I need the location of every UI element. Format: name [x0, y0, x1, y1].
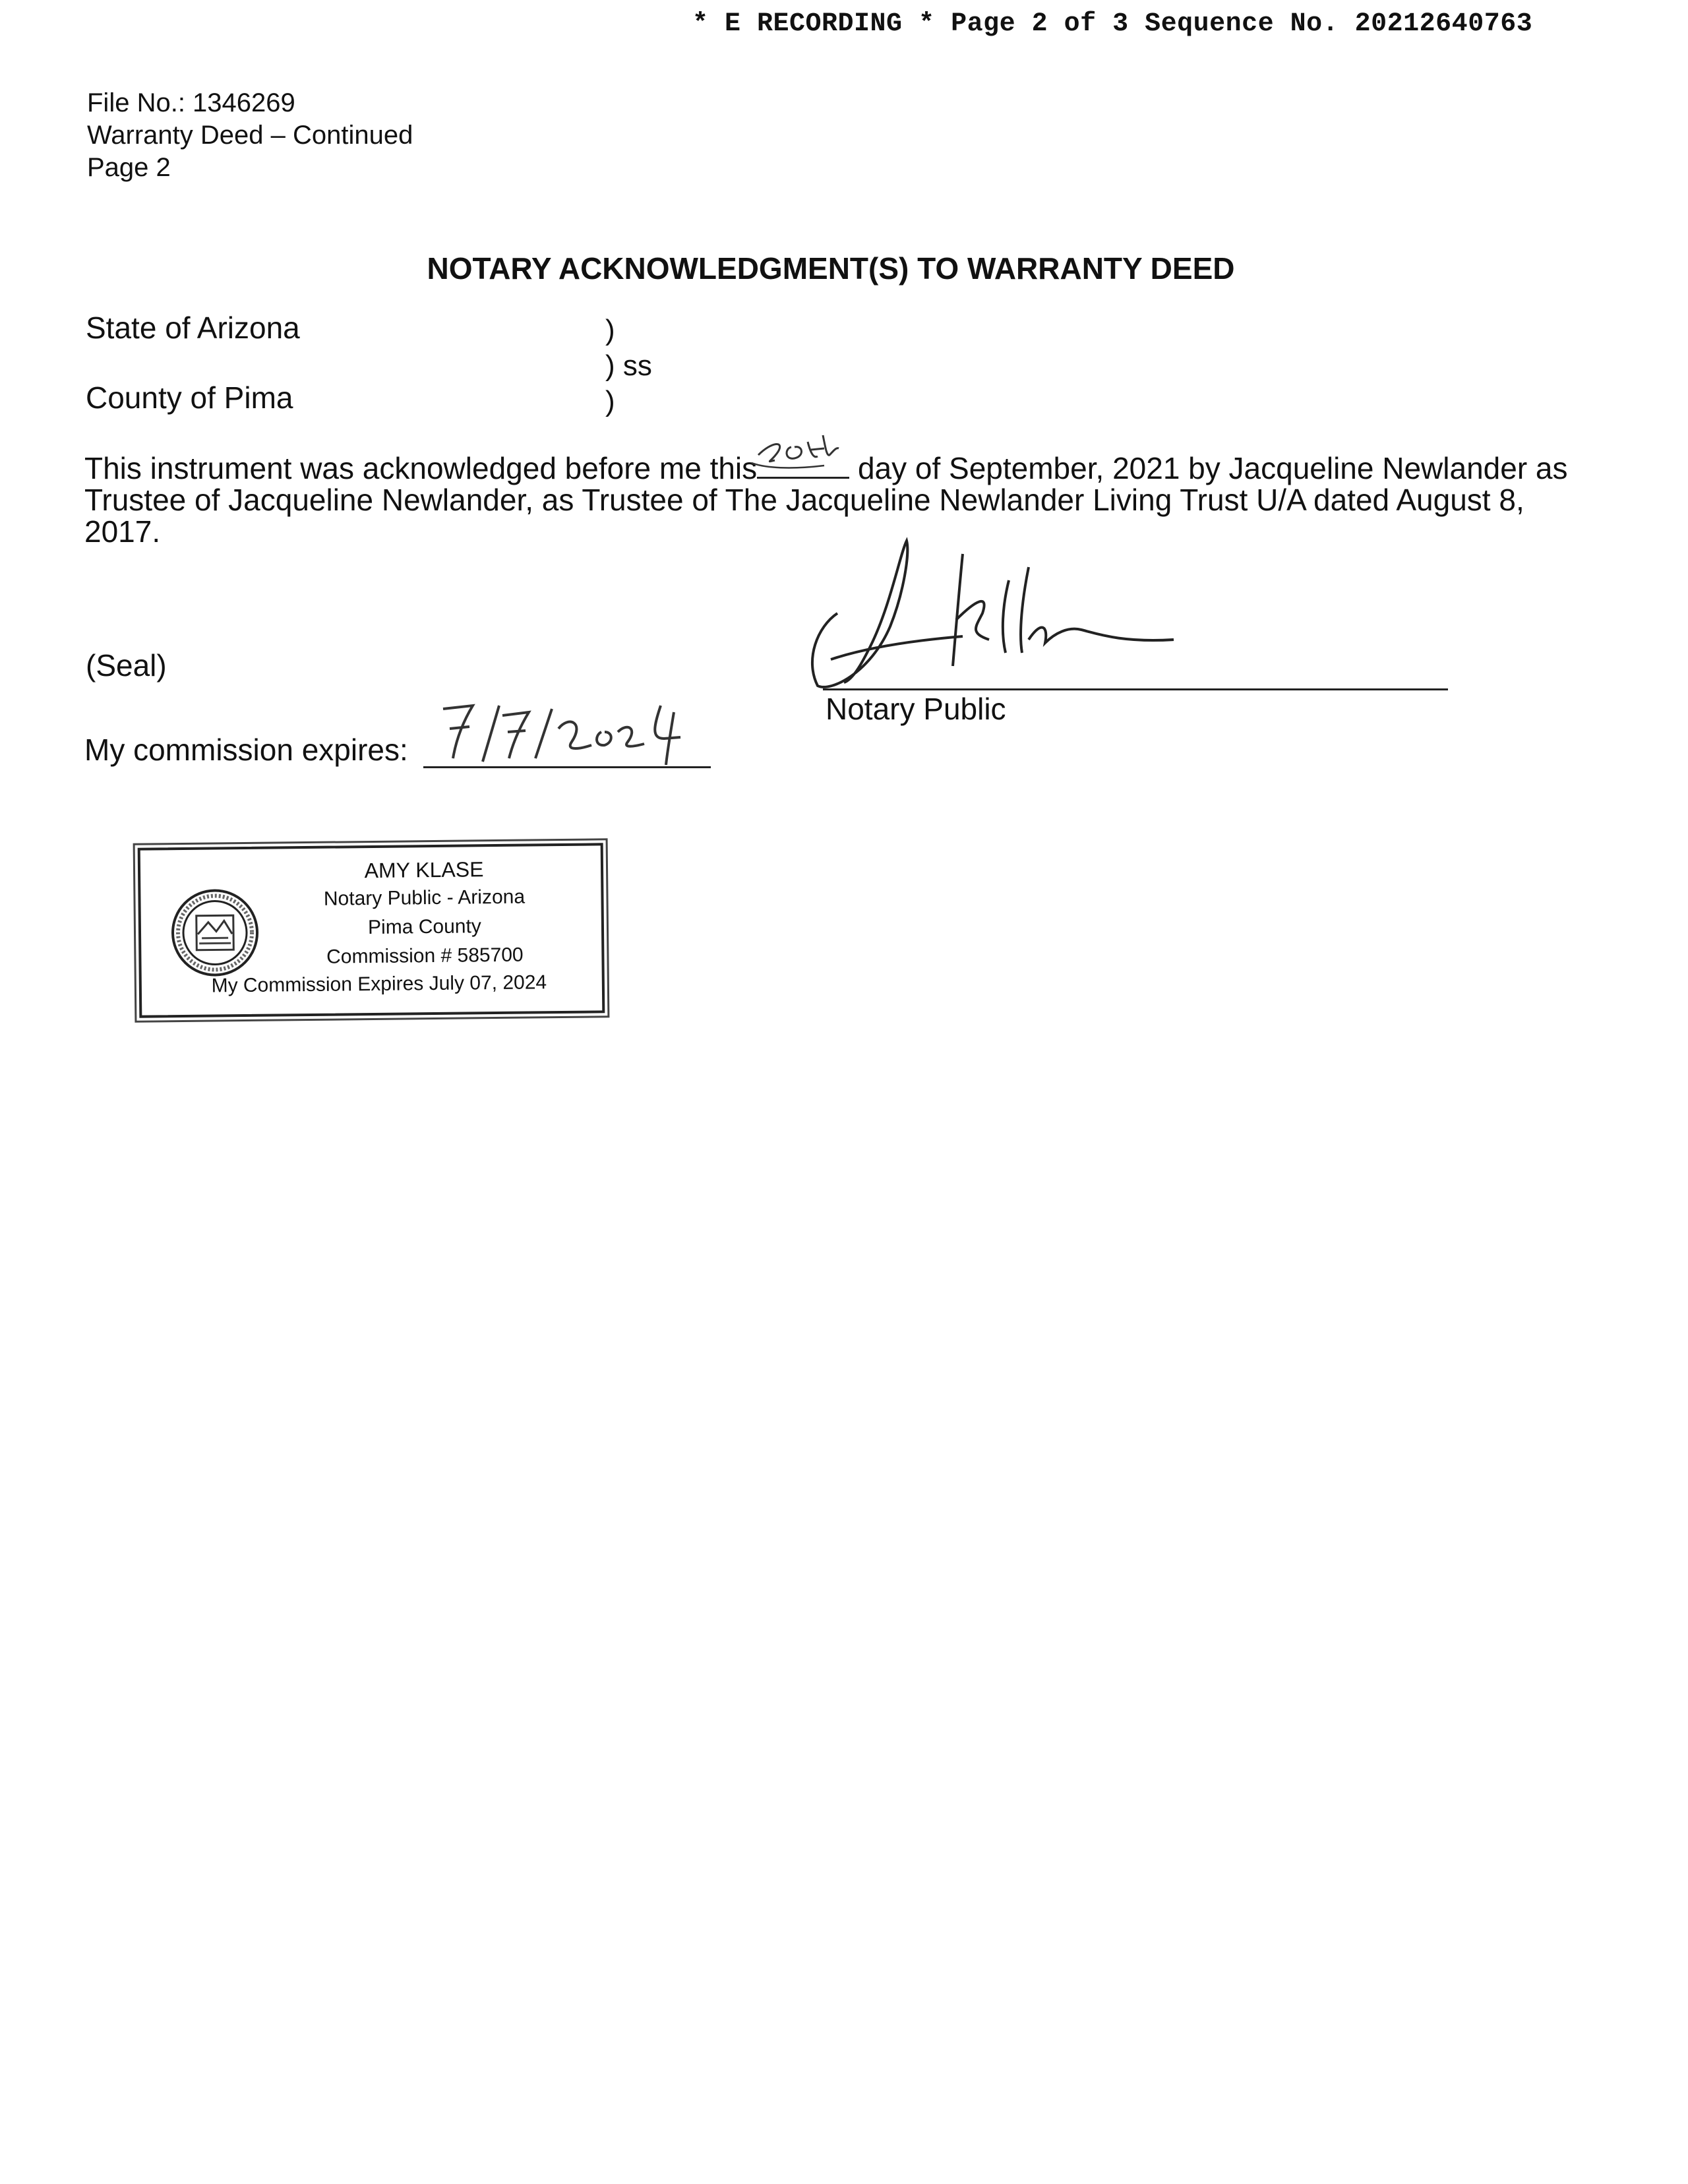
acknowledgment-text-after: day of September, 2021 by Jacqueline Newlander as — [857, 451, 1568, 485]
venue-paren: ) — [605, 385, 615, 417]
handwritten-day — [745, 422, 870, 475]
acknowledgment-line-3: 2017. — [84, 514, 161, 549]
venue-state: State of Arizona — [86, 311, 300, 345]
stamp-county: Pima County — [367, 915, 481, 939]
notary-stamp — [138, 843, 605, 1017]
file-number: File No.: 1346269 — [87, 88, 295, 117]
commission-date-line — [423, 766, 711, 768]
notary-signature — [791, 528, 1187, 699]
signature-line — [823, 688, 1448, 690]
recording-header: * E RECORDING * Page 2 of 3 Sequence No. 20212640763 — [692, 9, 1533, 39]
file-info-block — [87, 87, 413, 184]
stamp-name: AMY KLASE — [364, 857, 484, 883]
state-seal-icon — [169, 888, 260, 978]
stamp-expiration: My Commission Expires July 07, 2024 — [211, 971, 547, 997]
document-title: NOTARY ACKNOWLEDGMENT(S) TO WARRANTY DEED — [427, 251, 1235, 286]
venue-paren: ) — [605, 314, 615, 346]
acknowledgment-text-before: This instrument was acknowledged before me this — [84, 451, 758, 485]
commission-expires-label: My commission expires: — [84, 733, 408, 767]
acknowledgment-line-2: Trustee of Jacqueline Newlander, as Trustee of The Jacqueline Newlander Living Trust U/A dated August 8, — [84, 483, 1524, 517]
venue-county: County of Pima — [86, 380, 293, 415]
page-number: Page 2 — [87, 153, 171, 182]
document-type: Warranty Deed – Continued — [87, 121, 413, 150]
stamp-title: Notary Public - Arizona — [323, 886, 526, 910]
stamp-commission-number: Commission # 585700 — [326, 944, 524, 968]
handwritten-commission-date — [437, 692, 713, 765]
venue-ss: ) ss — [605, 349, 652, 382]
notary-public-label: Notary Public — [826, 692, 1006, 726]
seal-label: (Seal) — [86, 648, 167, 682]
